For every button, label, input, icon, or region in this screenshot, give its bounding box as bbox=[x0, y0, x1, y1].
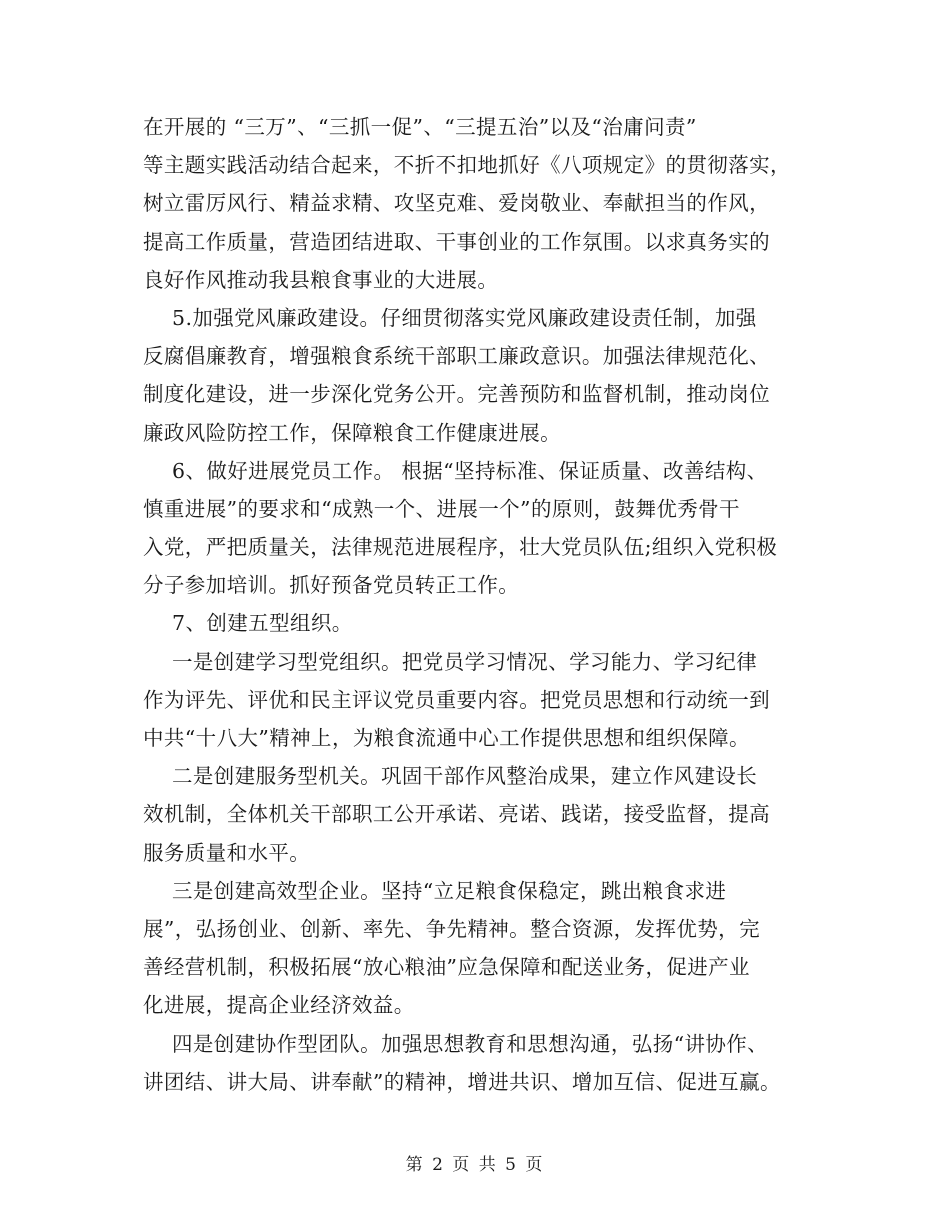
document-body bbox=[143, 108, 813, 1101]
text-line: 二是创建服务型机关。巩固干部作风整治成果，建立作风建设长 bbox=[172, 764, 758, 789]
text-line: 一是创建学习型党组织。把党员学习情况、学习能力、学习纪律 bbox=[172, 649, 758, 674]
text-line: 6、做好进展党员工作。 根据“坚持标准、保证质量、改善结构、 bbox=[172, 458, 768, 483]
text-line: 慎重进展”的要求和“成熟一个、进展一个”的原则，鼓舞优秀骨干 bbox=[143, 496, 740, 521]
paragraph bbox=[143, 643, 813, 758]
text-line: 服务质量和水平。 bbox=[143, 840, 311, 865]
paragraph bbox=[143, 452, 813, 605]
paragraph bbox=[143, 108, 813, 299]
text-line: 善经营机制，积极拓展“放心粮油”应急保障和配送业务，促进产业 bbox=[143, 955, 750, 980]
text-line: 分子参加培训。抓好预备党员转正工作。 bbox=[143, 573, 520, 598]
text-line: 四是创建协作型团队。加强思想教育和思想沟通，弘扬“讲协作、 bbox=[172, 1031, 769, 1056]
text-line: 效机制，全体机关干部职工公开承诺、亮诺、践诺，接受监督，提高 bbox=[143, 802, 770, 827]
text-line: 作为评先、评优和民主评议党员重要内容。把党员思想和行动统一到 bbox=[143, 687, 770, 712]
page-number-label: 第 2 页 共 5 页 bbox=[405, 1155, 545, 1175]
paragraph bbox=[143, 604, 813, 642]
text-line: 化进展，提高企业经济效益。 bbox=[143, 993, 415, 1018]
text-line: 5.加强党风廉政建设。仔细贯彻落实党风廉政建设责任制，加强 bbox=[172, 305, 757, 330]
page-footer bbox=[0, 1150, 950, 1175]
paragraph bbox=[143, 757, 813, 872]
text-line: 入党，严把质量关，法律规范进展程序，壮大党员队伍;组织入党积极 bbox=[143, 535, 778, 560]
text-line: 等主题实践活动结合起来，不折不扣地抓好《八项规定》的贯彻落实， bbox=[143, 153, 791, 178]
text-line: 讲团结、讲大局、讲奉献”的精神，增进共识、增加互信、促进互赢。 bbox=[143, 1069, 781, 1094]
text-line: 在开展的 “三万”、“三抓一促”、“三提五治”以及“治庸问责” bbox=[143, 115, 697, 139]
text-line: 展”，弘扬创业、创新、率先、争先精神。整合资源，发挥优势，完 bbox=[143, 916, 760, 941]
text-line: 制度化建设，进一步深化党务公开。完善预防和监督机制，推动岗位 bbox=[143, 382, 770, 407]
paragraph bbox=[143, 299, 813, 452]
paragraph bbox=[143, 872, 813, 1025]
text-line: 反腐倡廉教育，增强粮食系统干部职工廉政意识。加强法律规范化、 bbox=[143, 344, 770, 369]
text-line: 提高工作质量，营造团结进取、干事创业的工作氛围。以求真务实的 bbox=[143, 229, 770, 254]
text-line: 良好作风推动我县粮食事业的大进展。 bbox=[143, 267, 499, 292]
text-line: 树立雷厉风行、精益求精、攻坚克难、爱岗敬业、奉献担当的作风， bbox=[143, 191, 770, 216]
text-line: 7、创建五型组织。 bbox=[172, 611, 353, 636]
text-line: 廉政风险防控工作，保障粮食工作健康进展。 bbox=[143, 420, 561, 445]
text-line: 三是创建高效型企业。坚持“立足粮食保稳定，跳出粮食求进 bbox=[172, 878, 727, 903]
paragraph bbox=[143, 1025, 813, 1101]
text-line: 中共“十八大”精神上，为粮食流通中心工作提供思想和组织保障。 bbox=[143, 726, 750, 750]
